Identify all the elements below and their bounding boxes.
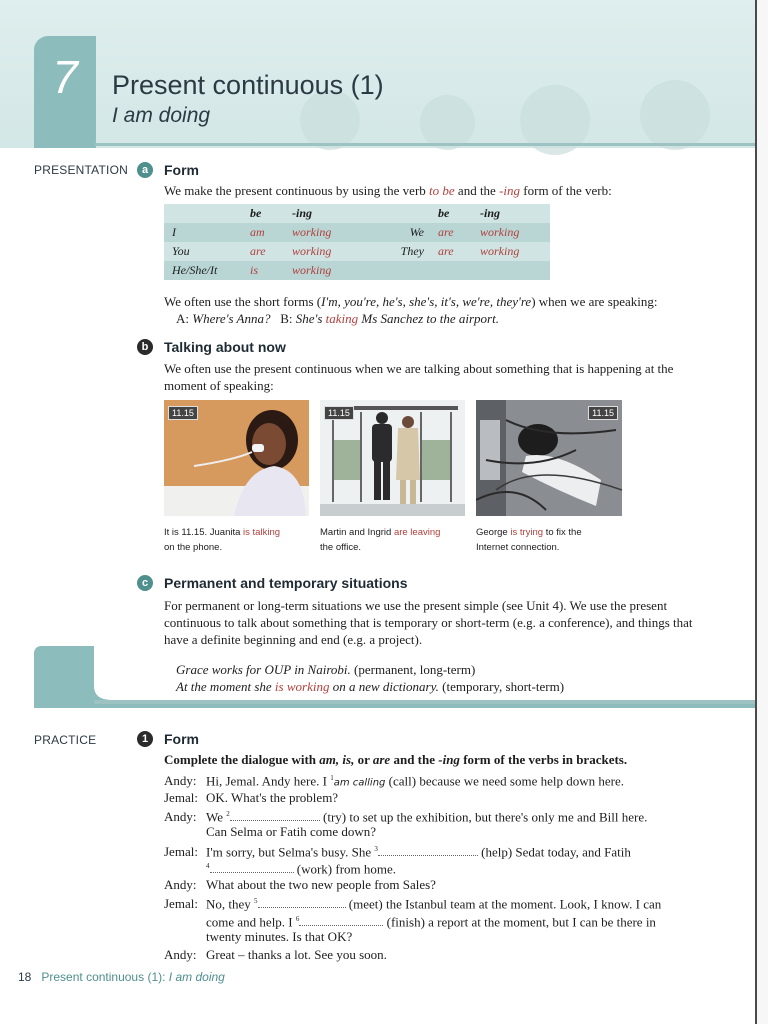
dialogue-line-cont: come and help. I $^6$ (finish) a report at the moment, but I can be there in [206,914,656,930]
time-tag: 11.15 [324,406,354,420]
section-b-badge: b [137,339,153,355]
table-row: I am working We are working [164,223,550,242]
dialogue-line: Andy: Hi, Jemal. Andy here. I $^1$am calling (call) because we need some help down here. [164,773,624,789]
table-header-row: be -ing be -ing [164,204,550,223]
dialogue-line: Andy: We $^2$ (try) to set up the exhibition, but there's only me and Bill here. [164,809,648,825]
footer-title: Present continuous (1): [41,970,166,984]
photo-caption: It is 11.15. Juanita is talking on the phone. [164,527,281,553]
dialogue-line-cont: twenty minutes. Is that OK? [206,929,353,944]
page-edge [755,0,768,1024]
dialogue-line: Andy: What about the two new people from Sales? [164,877,436,892]
photo-caption: Martin and Ingrid are leaving the office. [320,527,441,553]
unit-title: Present continuous (1) [112,70,384,100]
dialogue-line-cont: $^4$ (work) from home. [206,861,397,877]
page-footer [18,970,225,984]
answer-blank-3[interactable] [378,855,478,856]
section-a-heading: Form [164,162,199,178]
section-a-badge: a [137,162,153,178]
dialogue-line: Andy: Great – thanks a lot. See you soon. [164,947,387,962]
practice-label: PRACTICE [34,733,97,747]
section-c-badge: c [137,575,153,591]
dialogue-line-cont: Can Selma or Fatih come down? [206,824,377,839]
page-number: 18 [18,970,32,984]
section-b-text: We often use the present continuous when we are talking about something that is happening at the moment of speaking: [164,361,674,393]
exercise-1-badge: 1 [137,731,153,747]
dialogue-line: Jemal: OK. What's the problem? [164,790,339,805]
header-rule [95,143,755,146]
section-c-text: For permanent or long-term situations we use the present simple (see Unit 4). We use the present continuous to talk about something that is temporary or short-term (e.g. a conference), and things that have a definite beginning and end (e.g. a project). [164,598,693,647]
presentation-label: PRESENTATION [34,163,128,177]
section-b-heading: Talking about now [164,339,286,355]
form-intro: We make the present continuous by using the verb to be and the -ing form of the verb: [164,183,612,198]
answer-blank-5[interactable] [258,907,346,908]
footer-title-italic: I am doing [168,970,225,984]
dialogue-line: Jemal: No, they $^5$ (meet) the Istanbul team at the moment. Look, I know. I can [164,896,662,912]
time-tag: 11.15 [168,406,198,420]
example-temporary: At the moment she is working on a new dictionary. (temporary, short-term) [176,679,565,694]
example-permanent: Grace works for OUP in Nairobi. (permanent, long-term) [176,662,476,677]
photo-george [476,400,622,516]
unit-number: 7 [52,51,78,103]
unit-subtitle: I am doing [112,104,211,127]
exercise-instruction: Complete the dialogue with am, is, or are and the -ing form of the verbs in brackets. [164,752,628,767]
answer-blank-4[interactable] [210,872,294,873]
short-forms-example: A: Where's Anna? B: She's taking Ms Sanchez to the airport. [176,311,499,326]
answer-blank-2[interactable] [230,820,320,821]
dialogue-line: Jemal: I'm sorry, but Selma's busy. She $^3$ (help) Sedat today, and Fatih [164,844,631,860]
form-table [164,204,550,280]
photo-martin-ingrid [320,400,465,516]
photo-caption: George is trying to fix the Internet connection. [476,527,582,553]
table-row: He/She/It is working [164,261,550,280]
time-tag: 11.15 [588,406,618,420]
short-forms-note: We often use the short forms (I'm, you're, he's, she's, it's, we're, they're) when we are speaking: [164,294,658,309]
answer-1[interactable]: am calling [333,777,386,789]
section-c-heading: Permanent and temporary situations [164,575,408,591]
answer-blank-6[interactable] [299,925,383,926]
exercise-1-heading: Form [164,731,199,747]
photo-juanita [164,400,309,516]
table-row: You are working They are working [164,242,550,261]
